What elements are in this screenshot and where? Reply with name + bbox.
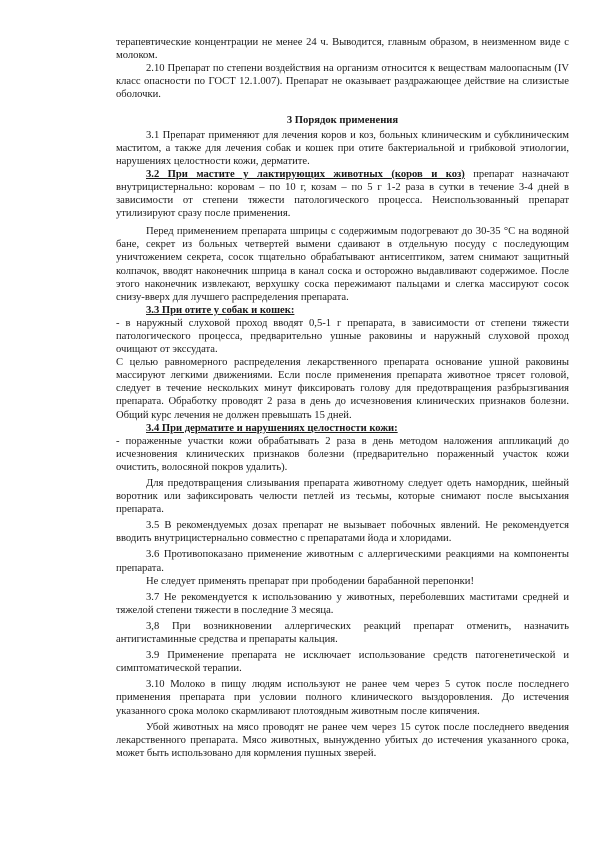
paragraph-3-10: 3.10 Молоко в пищу людям используют не ранее чем через 5 суток после последнего применения препарата при условии полного клинического выздоровления. До истечения указанного срока молоко скармливают плотоядным животным после кипячения. — [116, 679, 569, 717]
paragraph-3-4-application: - пораженные участки кожи обрабатывать 2 раза в день методом наложения аппликаций до исчезновения клинических признаков болезни (предварительно пораженный участок кожи очистить, волосяной покров удалить). — [116, 435, 569, 473]
paragraph-3-2-heading: 3.2 При мастите у лактирующих животных (коров и коз) — [146, 168, 465, 180]
paragraph-2-10: 2.10 Препарат по степени воздействия на организм относится к веществам малоопасным (IV класс опасности по ГОСТ 12.1.007). Препарат не оказывает раздражающее действие на слизистые оболочки. — [116, 63, 569, 101]
paragraph-3-8: 3,8 При возникновении аллергических реакций препарат отменить, назначить антигистаминные средства и препараты кальция. — [116, 620, 569, 646]
paragraph-3-3-dosage: - в наружный слуховой проход вводят 0,5-1 г препарата, в зависимости от степени тяжести патологического процесса, предварительно ушные раковины и наружный слуховой проход очищают от экссудата. — [116, 317, 569, 356]
paragraph-3-9: 3.9 Применение препарата не исключает использование средств патогенетической и симптоматической терапии. — [116, 650, 569, 675]
paragraph-2-9-continuation: терапевтические концентрации не менее 24 ч. Выводится, главным образом, в неизменном виде с молоком. — [116, 37, 569, 62]
paragraph-3-4-heading — [116, 422, 569, 435]
paragraph-3-3-massage: С целью равномерного распределения лекарственного препарата основание ушной раковины массируют легкими движениями. Если после применения препарата животное трясет головой, следует в течение нескольких минут фиксировать голову для предотвращения разбрызгивания препарата. Обработку проводят 2 раза в день до исчезновения клинических признаков болезни. Общий курс лечения не должен превышать 15 дней. — [116, 357, 569, 421]
section-title: 3 Порядок применения — [286, 115, 399, 127]
paragraph-3-2 — [116, 168, 569, 220]
paragraph-3-6: 3.6 Противопоказано применение животным с аллергическими реакциями на компоненты препарата. — [116, 549, 569, 574]
paragraph-3-2-text: препарат назначают внутрицистернально: коровам – по 10 г, козам – по 5 г 1-2 раза в сутки в течение 3-4 дней в зависимости от степени тяжести патологического процесса. Неиспользованный препарат утилизируют сразу после применения. — [116, 168, 569, 220]
paragraph-3-1: 3.1 Препарат применяют для лечения коров и коз, больных клиническим и субклиническим маститом, а также для лечения собак и кошек при отите бактериальной и грибковой этиологии, нарушениях целостности кожи, дерматите. — [116, 129, 569, 167]
heading-otitis: 3.3 При отите у собак и кошек: — [146, 304, 295, 316]
paragraph-3-5: 3.5 В рекомендуемых дозах препарат не вызывает побочных явлений. Не рекомендуется вводить внутрицистернально совместно с препаратами йода и хлоридами. — [116, 520, 569, 545]
heading-dermatitis: 3.4 При дерматите и нарушениях целостности кожи: — [146, 422, 398, 434]
paragraph-3-7: 3.7 Не рекомендуется к использованию у животных, переболевших маститами средней и тяжелой степени тяжести в последние 3 месяца. — [116, 591, 569, 616]
paragraph-3-10-slaughter: Убой животных на мясо проводят не ранее чем через 15 суток после последнего введения лекарственного препарата. Мясо животных, вынужденно убитых до истечения указанного срока, может быть использовано для кормления пушных зверей. — [116, 721, 569, 759]
paragraph-3-2-procedure: Перед применением препарата шприцы с содержимым подогревают до 30-35 °С на водяной бане, секрет из больных четвертей вымени сдаивают в отдельную посуду с последующим уничтожением секрета, сосок тщательно обрабатывают антисептиком, затем снимают защитный колпачок, вводят наконечник шприца в канал соска и осторожно выдавливают содержимое. После этого наконечник извлекают, верхушку соска пережимают пальцами и слегка массируют сосок снизу-вверх для лучшего распределения препарата. — [116, 226, 569, 303]
paragraph-3-4-muzzle: Для предотвращения слизывания препарата животному следует одеть намордник, шейный воротник или зафиксировать челюсти петлей из тесьмы, которые снимают после высыхания препарата. — [116, 478, 569, 516]
paragraph-3-3-heading — [116, 304, 569, 317]
paragraph-3-6-warning: Не следует применять препарат при прободении барабанной перепонки! — [146, 575, 474, 587]
